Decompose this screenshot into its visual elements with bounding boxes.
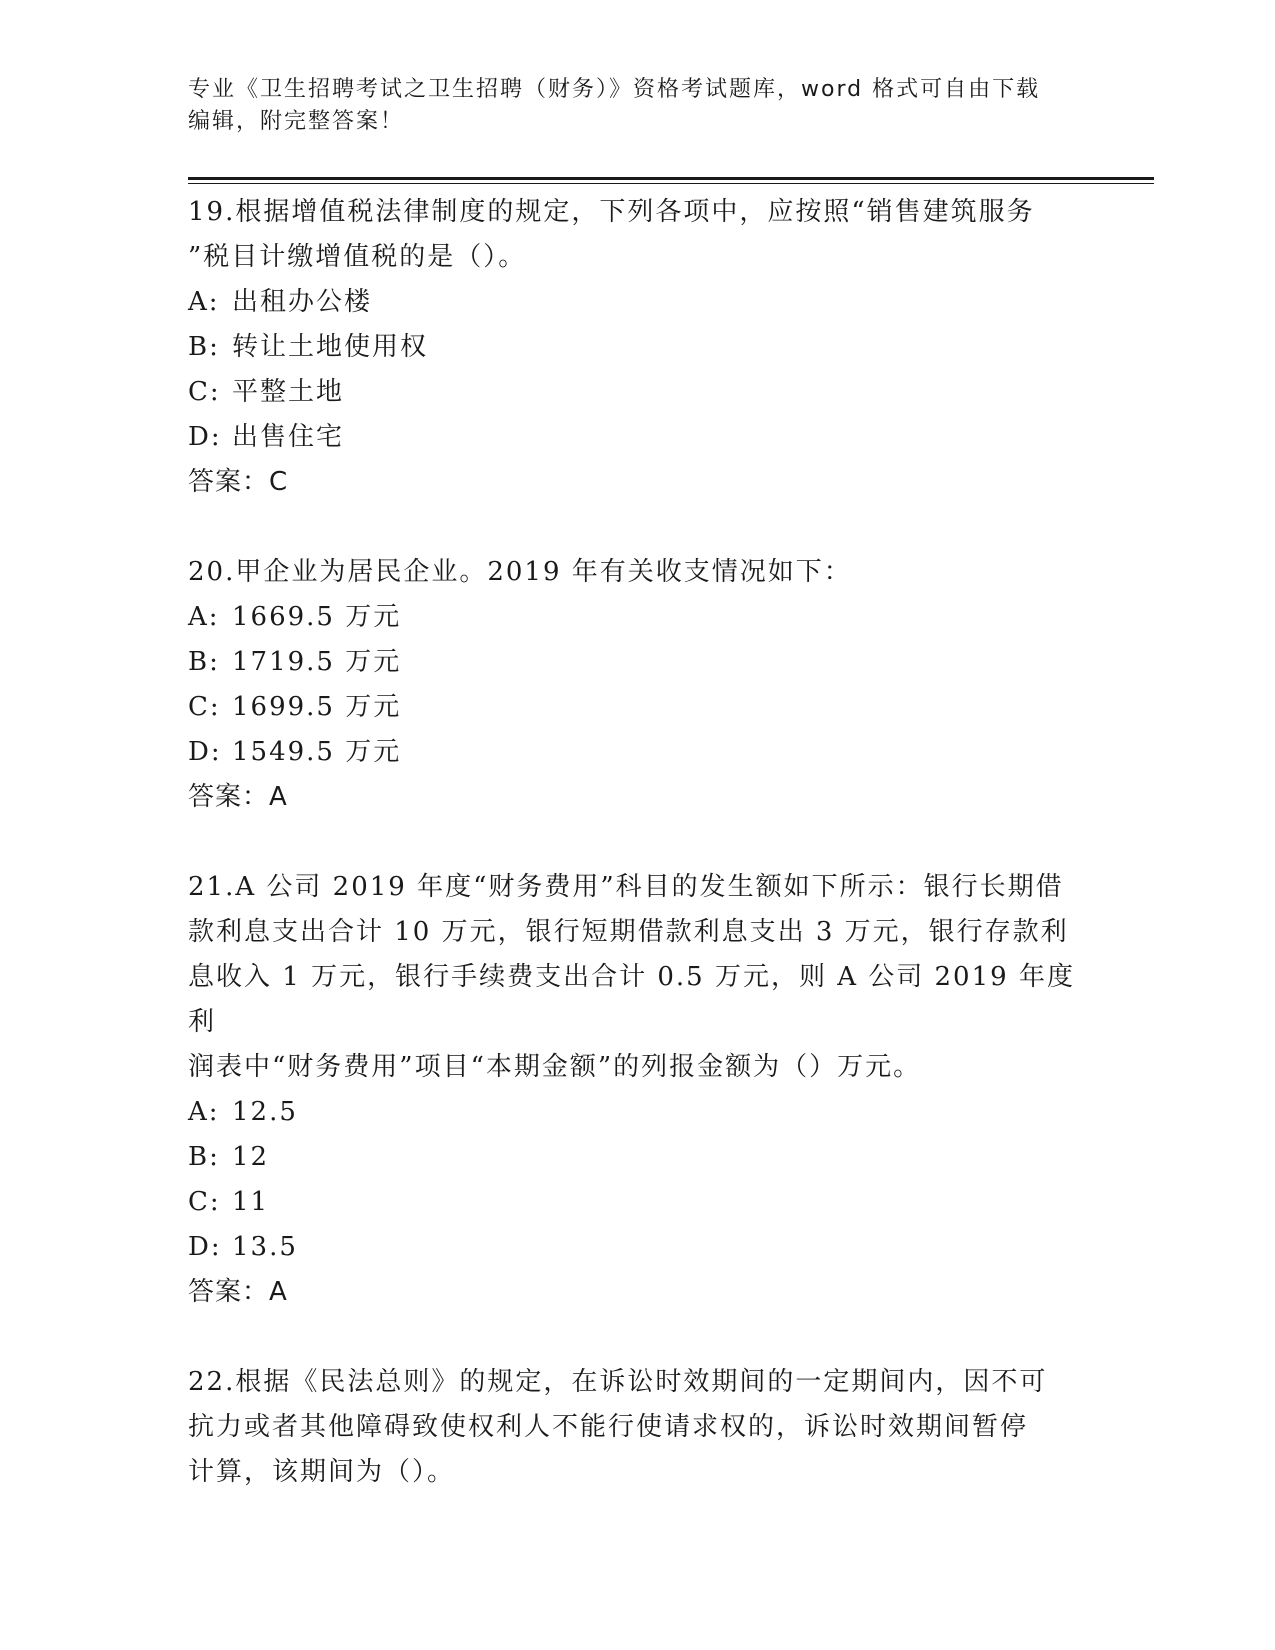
option-b [188, 640, 1088, 685]
header-divider-thin [188, 183, 1154, 184]
answer-line: 答案：A [188, 782, 288, 812]
option-letter: B: [188, 1142, 220, 1172]
header-divider-thick [188, 177, 1154, 180]
option-c [188, 685, 1088, 730]
option-b [188, 1135, 1088, 1180]
question-20 [188, 550, 1088, 820]
option-letter: A: [188, 602, 220, 632]
question-text: 19.根据增值税法律制度的规定，下列各项中，应按照“销售建筑服务 ”税目计缴增值税的是（）。 [188, 197, 1035, 272]
option-letter: C: [188, 692, 221, 722]
option-c [188, 1180, 1088, 1225]
option-letter: C: [188, 377, 221, 407]
option-a [188, 280, 1088, 325]
option-text: 出租办公楼 [232, 287, 373, 317]
option-letter: A: [188, 1097, 220, 1127]
option-text: 12.5 [232, 1097, 298, 1127]
question-list [188, 190, 1088, 1540]
question-19 [188, 190, 1088, 505]
option-text: 1549.5 万元 [232, 737, 402, 767]
option-d [188, 415, 1088, 460]
option-text: 12 [232, 1142, 270, 1172]
option-text: 1669.5 万元 [232, 602, 402, 632]
option-letter: B: [188, 332, 220, 362]
option-b [188, 325, 1088, 370]
answer-line: 答案：C [188, 467, 289, 497]
option-text: 11 [232, 1187, 270, 1217]
option-text: 出售住宅 [232, 422, 345, 452]
header-line-1: 专业《卫生招聘考试之卫生招聘（财务）》资格考试题库，word 格式可自由下载 [188, 77, 1041, 102]
option-a [188, 595, 1088, 640]
option-text: 转让土地使用权 [232, 332, 429, 362]
document-header [188, 74, 1088, 138]
option-d [188, 730, 1088, 775]
option-text: 13.5 [232, 1232, 298, 1262]
question-text: 21.A 公司 2019 年度“财务费用”科目的发生额如下所示：银行长期借 款利息支出合计 10 万元，银行短期借款利息支出 3 万元，银行存款利 息收入 1 万元，银行手续费支出合计 0.5 万元，则 A 公司 2019 年度利 润表中“财务费用”项目“本期金额”的列报金额为（）万元。 [188, 872, 1075, 1082]
option-text: 平整土地 [232, 377, 345, 407]
option-letter: D: [188, 1232, 222, 1262]
option-text: 1719.5 万元 [232, 647, 402, 677]
option-letter: A: [188, 287, 220, 317]
question-text: 20.甲企业为居民企业。2019 年有关收支情况如下： [188, 557, 852, 587]
option-d [188, 1225, 1088, 1270]
option-letter: D: [188, 737, 222, 767]
option-c [188, 370, 1088, 415]
header-line-2: 编辑，附完整答案！ [188, 109, 405, 134]
question-22 [188, 1360, 1088, 1495]
answer-line: 答案：A [188, 1277, 288, 1307]
option-a [188, 1090, 1088, 1135]
question-text: 22.根据《民法总则》的规定，在诉讼时效期间的一定期间内，因不可 抗力或者其他障碍致使权利人不能行使请求权的，诉讼时效期间暂停 计算，该期间为（）。 [188, 1367, 1048, 1487]
option-letter: B: [188, 647, 220, 677]
option-letter: C: [188, 1187, 221, 1217]
option-text: 1699.5 万元 [232, 692, 402, 722]
question-21 [188, 865, 1088, 1315]
option-letter: D: [188, 422, 222, 452]
